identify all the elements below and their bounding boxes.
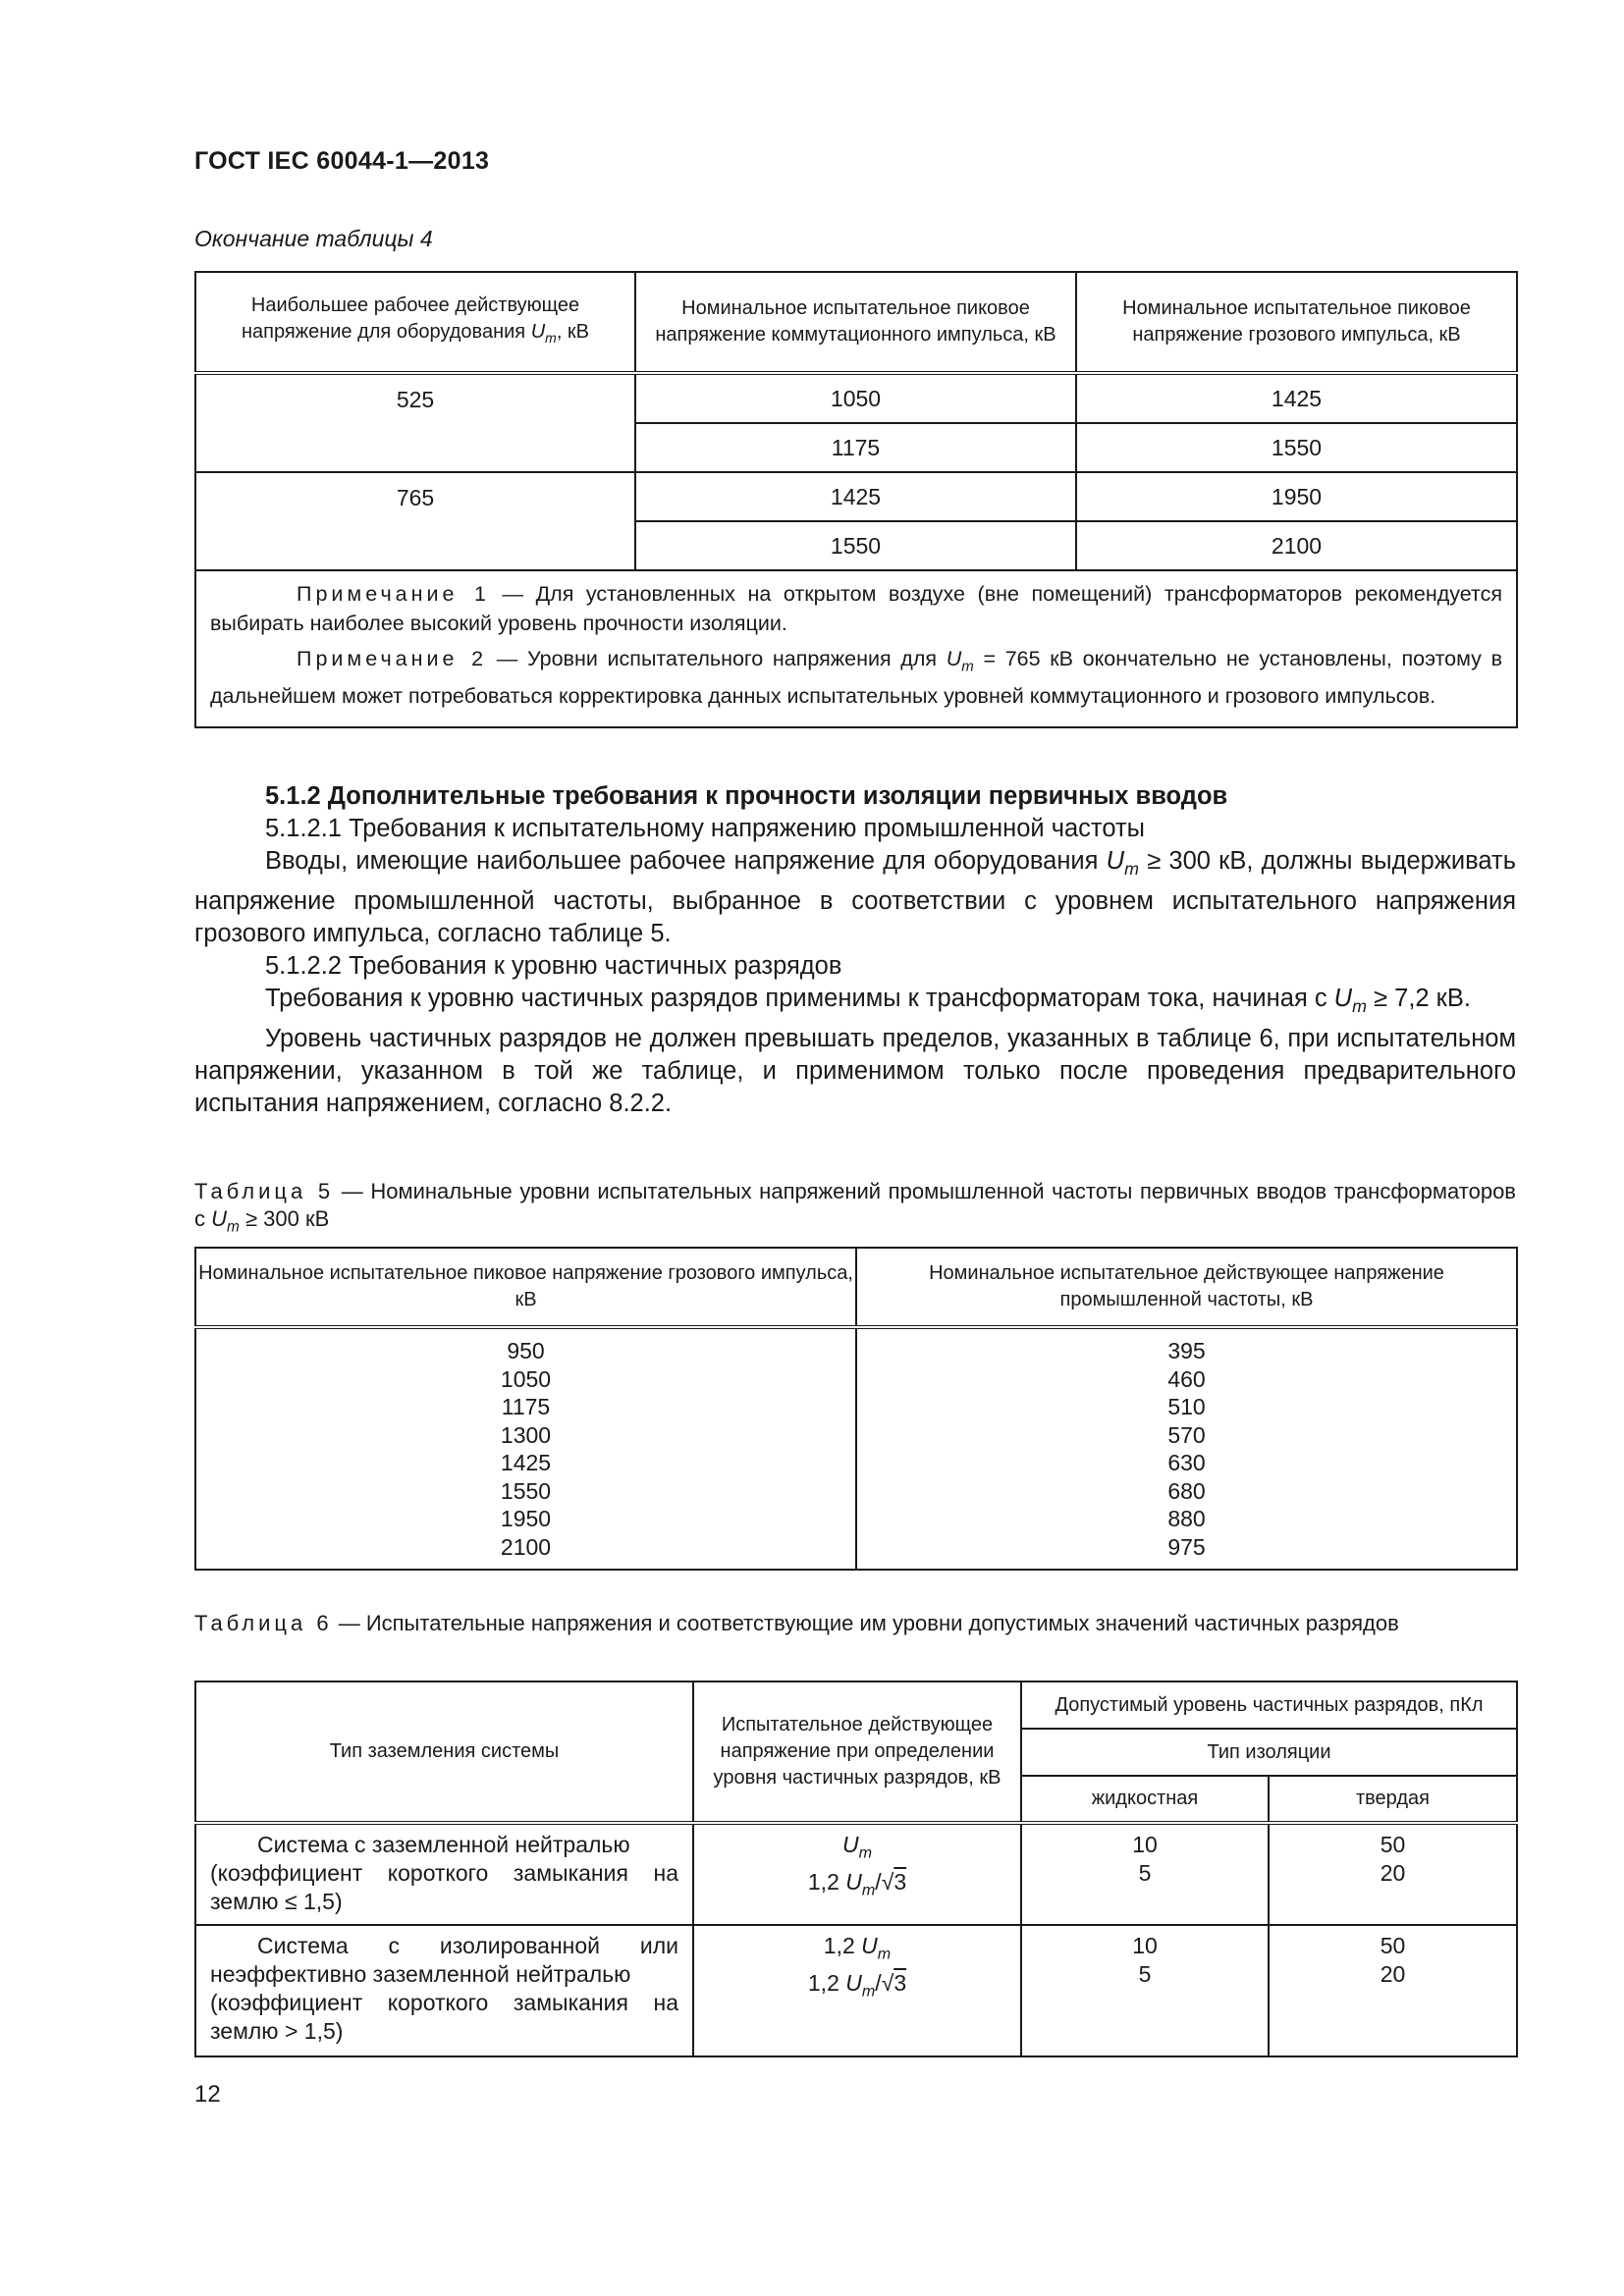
table4-notes [195,570,1517,727]
paragraph: Требования к уровню частичных разрядов применимы к трансформаторам тока, начиная с $U_m \ge 7,2$ кВ. [265,985,1471,1017]
table5-cell: 1425 [500,1450,552,1475]
table4-um-765: 765 [195,472,635,570]
square-root-icon: √ [881,1868,894,1895]
table6-row2-liquid: 10 5 [1021,1925,1269,2056]
table4-cell: 1550 [635,521,1076,570]
table5-cell: 1175 [501,1394,551,1419]
table4-header-row [195,272,1517,373]
table6-row1-voltage: $U_m$ 1,2 $U_m/√3$ [693,1823,1021,1925]
table5-cell: 880 [1167,1506,1206,1531]
document-code: ГОСТ IEC 60044-1—2013 [194,147,490,175]
subsection-5-1-2-2: 5.1.2.2 Требования к уровню частичных разрядов [265,952,842,981]
table4-cell: 1950 [1076,472,1517,521]
table5 [194,1247,1518,1571]
table6-group-header: Допустимый уровень частичных разрядов, пКл [1021,1682,1517,1729]
table-row [195,1925,1517,2056]
table4-cell: 1425 [1076,373,1517,423]
table6-solid-header: твердая [1269,1776,1517,1823]
table6-row2-description: Система с изолированной или неэффективно заземленной нейтралью (коэффициент короткого замыкания на землю > 1,5) [195,1925,693,2056]
table6-row2-voltage: 1,2 $U_m$ 1,2 $U_m/√3$ [693,1925,1021,2056]
table4-cell: 2100 [1076,521,1517,570]
table-row [195,1327,1517,1570]
table5-cell: 975 [1167,1533,1206,1560]
section-heading: 5.1.2 Дополнительные требования к прочности изоляции первичных вводов [265,782,1228,810]
table5-cell: 1950 [500,1506,552,1531]
square-root-icon: √ [881,1969,894,1996]
table4-continuation-label: Окончание таблицы 4 [194,226,433,251]
table5-header-row [195,1248,1517,1327]
table4-note2: Примечание 2 — Уровни испытательного напряжения для $U_m = 765$ кВ окончательно не установлены, поэтому в дальнейшем может потребоваться корректировка данных испытательных уровней коммутационного и грозового импульсов. [210,647,1503,709]
table4-cell: 1175 [635,423,1076,472]
paragraph: Вводы, имеющие наибольшее рабочее напряжение для оборудования $U_m \ge 300$ кВ, должны выдерживать напряжение промышленной частоты, выбранное в соответствии с уровнем испытательного напряжения грозового импульса, согласно таблице 5. [194,847,1516,948]
table5-cell: 950 [507,1338,545,1363]
table6-row1-solid: 50 20 [1269,1823,1517,1925]
table4-cell: 1550 [1076,423,1517,472]
table4-col1-header: Наибольшее рабочее действующее напряжение для оборудования $U_m$, кВ [195,272,635,373]
table6-insulation-type-header: Тип изоляции [1021,1729,1517,1776]
table5-col2-header: Номинальное испытательное действующее напряжение промышленной частоты, кВ [856,1248,1517,1327]
table6-col1-header: Тип заземления системы [195,1682,693,1823]
table6-row1-description: Система с заземленной нейтралью (коэффициент короткого замыкания на землю ≤ 1,5) [195,1823,693,1925]
table6-col2-header: Испытательное действующее напряжение при определении уровня частичных разрядов, кВ [693,1682,1021,1823]
table4-note1: Примечание 1 — Для установленных на открытом воздухе (вне помещений) трансформаторов рекомендуется выбирать наиболее высокий уровень прочности изоляции. [210,582,1503,635]
table6 [194,1681,1518,2057]
table6-row1-liquid: 10 5 [1021,1823,1269,1925]
table6-caption: Таблица 6 — Испытательные напряжения и соответствующие им уровни допустимых значений частичных разрядов [194,1611,1399,1635]
table6-row2-solid: 50 20 [1269,1925,1517,2056]
section-5-1-2 [194,780,1516,1120]
table5-cell: 630 [1167,1450,1206,1475]
table5-col1-header: Номинальное испытательное пиковое напряжение грозового импульса, кВ [195,1248,856,1327]
table4-col3-header: Номинальное испытательное пиковое напряжение грозового импульса, кВ [1076,272,1517,373]
table4-um-525: 525 [195,373,635,472]
table4-cell: 1425 [635,472,1076,521]
table-row [195,1823,1517,1925]
table-row [195,373,1517,423]
table4-col2-header: Номинальное испытательное пиковое напряжение коммутационного импульса, кВ [635,272,1076,373]
table5-power-frequency-values [856,1327,1517,1570]
table6-liquid-header: жидкостная [1021,1776,1269,1823]
table5-cell: 460 [1167,1365,1206,1392]
table5-lightning-values [195,1327,856,1570]
table-row [195,472,1517,521]
table4-notes-row [195,570,1517,727]
table5-cell: 1550 [500,1477,552,1504]
table5-cell: 570 [1167,1421,1206,1448]
subsection-5-1-2-1: 5.1.2.1 Требования к испытательному напряжению промышленной частоты [265,815,1145,842]
table6-header-row [195,1682,1517,1729]
table5-caption: Таблица 5 — Номинальные уровни испытательных напряжений промышленной частоты первичных вводов трансформаторов с $U_m \ge 300$ кВ [194,1179,1516,1236]
table5-cell: 680 [1167,1477,1206,1504]
table4 [194,271,1518,728]
table5-cell: 510 [1167,1394,1206,1419]
table4-cell: 1050 [635,373,1076,423]
table5-cell: 1300 [500,1421,552,1448]
table5-cell: 2100 [500,1533,552,1560]
table5-cell: 1050 [500,1365,552,1392]
page-number: 12 [194,2081,221,2108]
table5-cell: 395 [1167,1338,1206,1363]
paragraph: Уровень частичных разрядов не должен превышать пределов, указанных в таблице 6, при испытательном напряжении, указанном в той же таблице, и применимом только после проведения предварительного испытания напряжением, согласно 8.2.2. [194,1025,1516,1118]
